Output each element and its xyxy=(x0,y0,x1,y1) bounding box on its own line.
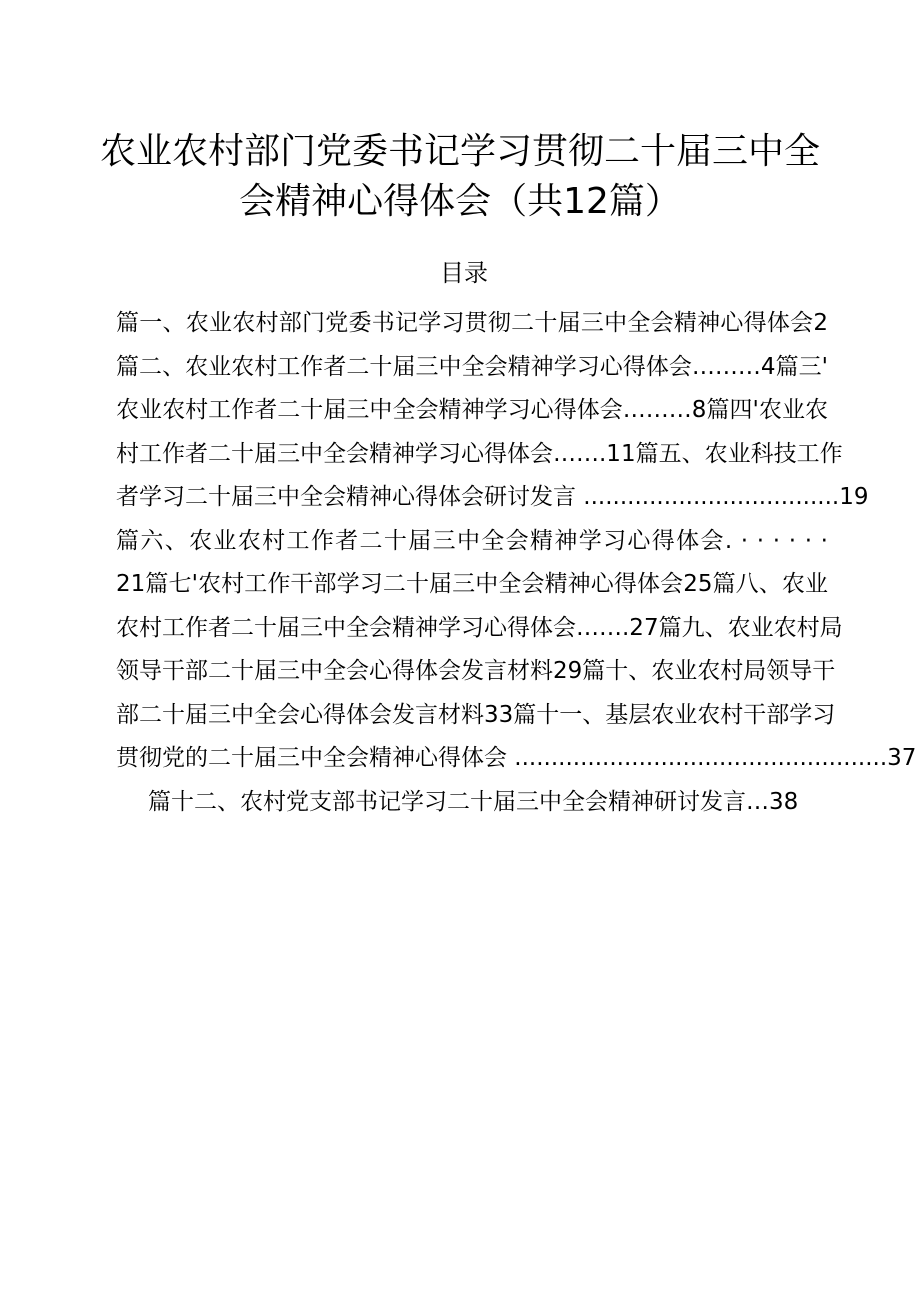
toc-line: 篇六、农业农村工作者二十届三中全会精神学习心得体会. · · · · · · xyxy=(116,528,828,554)
toc-line: 贯彻党的二十届三中全会精神心得体会 ...................................................37 xyxy=(116,745,917,771)
toc-line: 者学习二十届三中全会精神心得体会研讨发言 ...................................19 xyxy=(116,484,869,510)
toc-heading: 目录 xyxy=(440,259,488,287)
toc-line: 篇一、农业农村部门党委书记学习贯彻二十届三中全会精神心得体会2 xyxy=(116,310,828,336)
toc-line: 篇二、农业农村工作者二十届三中全会精神学习心得体会………4篇三' xyxy=(116,354,828,380)
document-title-line-1: 农业农村部门党委书记学习贯彻二十届三中全 xyxy=(100,131,821,172)
toc-line: 21篇七'农村工作干部学习二十届三中全会精神心得体会25篇八、农业 xyxy=(116,571,828,597)
toc-line: 农村工作者二十届三中全会精神学习心得体会…….27篇九、农业农村局 xyxy=(116,615,843,641)
toc-line: 农业农村工作者二十届三中全会精神学习心得体会………8篇四'农业农 xyxy=(116,397,828,423)
toc-line: 篇十二、农村党支部书记学习二十届三中全会精神研讨发言…38 xyxy=(148,789,799,815)
toc-line: 部二十届三中全会心得体会发言材料33篇十一、基层农业农村干部学习 xyxy=(116,702,836,728)
document-title-line-2: 会精神心得体会（共12篇） xyxy=(239,181,681,222)
toc-line: 村工作者二十届三中全会精神学习心得体会…….11篇五、农业科技工作 xyxy=(116,441,843,467)
toc-line: 领导干部二十届三中全会心得体会发言材料29篇十、农业农村局领导干 xyxy=(116,658,836,684)
